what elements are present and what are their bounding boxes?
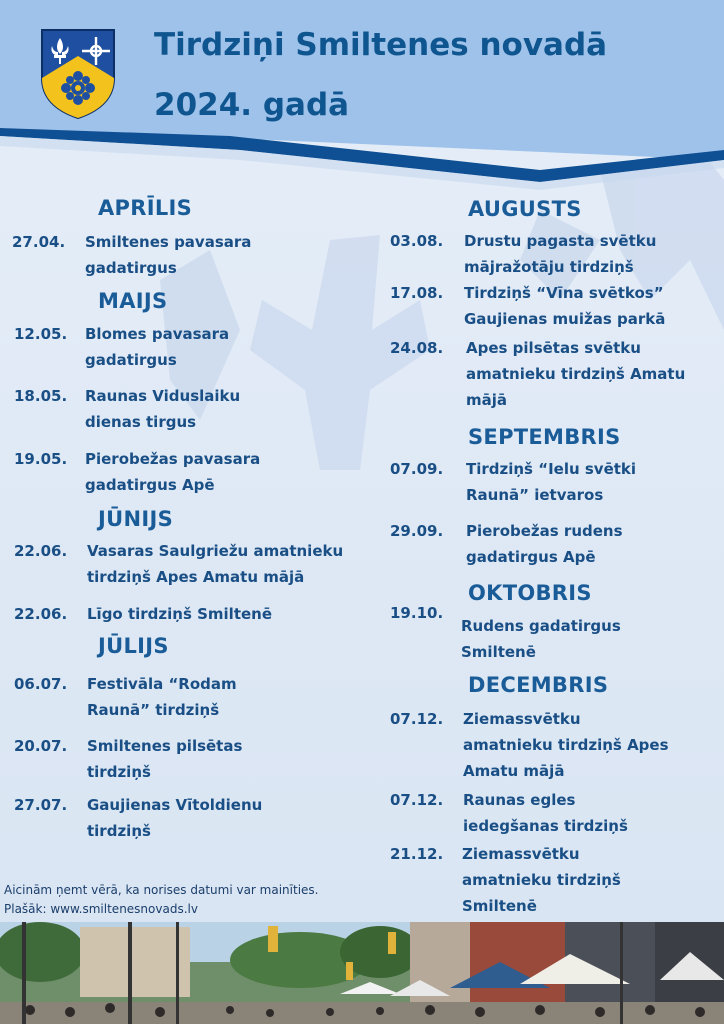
event-description: Raunas egles iedegšanas tirdziņš — [463, 791, 628, 835]
event-description: Līgo tirdziņš Smiltenē — [87, 605, 273, 623]
event-description: Rudens gadatirgus Smiltenē — [461, 617, 621, 661]
month-heading: APRĪLIS — [98, 196, 193, 220]
event-description: Smiltenes pavasara gadatirgus — [85, 233, 252, 277]
month-heading: JŪLIJS — [98, 634, 169, 658]
disclaimer-note: Aicinām ņemt vērā, ka norises datumi var mainīties. — [4, 883, 319, 897]
event-date: 03.08. — [390, 232, 444, 250]
event-date: 22.06. — [14, 605, 68, 623]
event-date: 19.10. — [390, 604, 444, 622]
page-title-line-1: Tirdziņi Smiltenes novadā — [154, 27, 608, 63]
event-description: Tirdziņš “Vīna svētkos” Gaujienas muižas parkā — [464, 284, 666, 328]
event-description: Apes pilsētas svētku amatnieku tirdziņš Amatu mājā — [466, 339, 686, 409]
event-description: Ziemassvētku amatnieku tirdziņš Smiltenē — [462, 845, 621, 915]
event-date: 07.09. — [390, 460, 444, 478]
month-heading: DECEMBRIS — [468, 673, 609, 697]
event-date: 21.12. — [390, 845, 444, 863]
month-heading: JŪNIJS — [98, 507, 173, 531]
event-date: 27.07. — [14, 796, 68, 814]
event-description: Vasaras Saulgriežu amatnieku tirdziņš Apes Amatu mājā — [87, 542, 344, 586]
event-date: 24.08. — [390, 339, 444, 357]
event-date: 20.07. — [14, 737, 68, 755]
event-description: Blomes pavasara gadatirgus — [85, 325, 230, 369]
event-description: Smiltenes pilsētas tirdziņš — [87, 737, 243, 781]
page-title-line-2: 2024. gadā — [154, 87, 350, 123]
event-description: Raunas Viduslaiku dienas tirgus — [85, 387, 241, 431]
event-description: Drustu pagasta svētku mājražotāju tirdziņš — [464, 232, 657, 276]
event-description: Tirdziņš “Ielu svētki Raunā” ietvaros — [466, 460, 637, 504]
event-date: 12.05. — [14, 325, 68, 343]
event-description: Pierobežas rudens gadatirgus Apē — [466, 522, 623, 566]
event-date: 17.08. — [390, 284, 444, 302]
month-heading: SEPTEMBRIS — [468, 425, 621, 449]
event-date: 07.12. — [390, 710, 444, 728]
event-date: 29.09. — [390, 522, 444, 540]
event-date: 27.04. — [12, 233, 66, 251]
event-description: Ziemassvētku amatnieku tirdziņš Apes Amatu mājā — [463, 710, 669, 780]
event-date: 22.06. — [14, 542, 68, 560]
event-date: 18.05. — [14, 387, 68, 405]
event-date: 19.05. — [14, 450, 68, 468]
coat-of-arms-logo — [40, 28, 116, 120]
event-description: Festivāla “Rodam Raunā” tirdziņš — [87, 675, 237, 719]
website-link[interactable]: Plašāk: www.smiltenesnovads.lv — [4, 902, 198, 916]
event-date: 06.07. — [14, 675, 68, 693]
event-description: Gaujienas Vītoldienu tirdziņš — [87, 796, 263, 840]
market-street-photo — [0, 922, 724, 1024]
month-heading: AUGUSTS — [468, 197, 582, 221]
event-description: Pierobežas pavasara gadatirgus Apē — [85, 450, 261, 494]
month-heading: OKTOBRIS — [468, 581, 592, 605]
event-date: 07.12. — [390, 791, 444, 809]
month-heading: MAIJS — [98, 289, 168, 313]
